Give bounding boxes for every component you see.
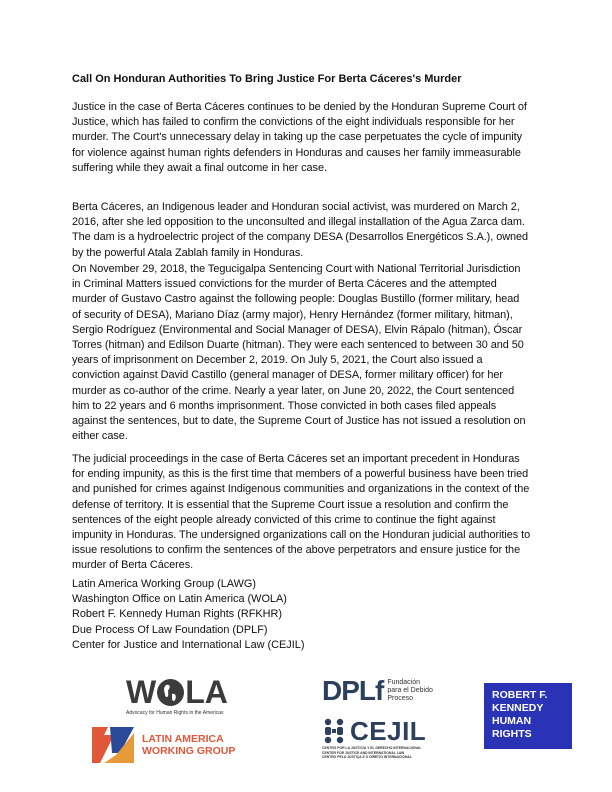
wola-tagline: Advocacy for Human Rights in the Americas: [126, 710, 224, 716]
text-line: against the sentences, but to date, the Supreme Court of Justice has not issued a resolution on: [72, 415, 526, 428]
text-line: murder. The Court's unnecessary delay in taking up the case perpetuates the cycle of impunity: [72, 131, 523, 144]
text-line: suffering while they await a final outcome in her case.: [72, 161, 327, 174]
lawg-line-2: WORKING GROUP: [142, 745, 236, 757]
signatory-cejil: Center for Justice and International Law (CEJIL): [72, 638, 305, 651]
text-line: of security of DESA), Mariano Díaz (army major), Henry Hernández (former military, hitman),: [72, 308, 513, 321]
cejil-wordmark: CEJIL: [350, 716, 427, 746]
dplf-wordmark: DPLf: [322, 675, 384, 706]
paragraph-1: [72, 100, 546, 176]
text-line: Berta Cáceres, an Indigenous leader and Honduran social activist, was murdered on March 2,: [72, 201, 520, 213]
wola-logo: [126, 676, 244, 716]
wola-wordmark: [126, 676, 244, 708]
dplf-sub-line-1: Fundación: [387, 679, 421, 686]
text-line: in Criminal Matters issued convictions for the murder of Berta Cáceres and the attempted: [72, 278, 497, 291]
rfk-line-4: RIGHTS: [492, 728, 532, 740]
text-line: Sergio Rodríguez (Environmental and Social Manager of DESA), Elvin Rápalo (hitman), Óscar: [72, 323, 523, 336]
dplf-sub-line-3: Proceso: [387, 695, 414, 702]
text-line: either case.: [72, 430, 128, 443]
text-line: murder as co-author of the crime. Nearly a year later, on June 20, 2022, the Court sentenced: [72, 384, 515, 397]
text-line: issue resolutions to confirm the sentences of the above perpetrators and ensure justice for the: [72, 544, 521, 557]
text-line: Justice in the case of Berta Cáceres continues to be denied by the Honduran Supreme Court of: [72, 101, 527, 113]
signatory-rfkhr: Robert F. Kennedy Human Rights (RFKHR): [72, 608, 283, 621]
globe-icon: [157, 679, 184, 706]
text-line: years of imprisonment on December 2, 2019. On July 5, 2021, the Court also issued a: [72, 354, 483, 367]
text-line: and punished for crimes against Indigenous communities and organizations in the context of the: [72, 483, 530, 496]
lawg-line-1: LATIN AMERICA: [142, 733, 224, 745]
signatory-wola: Washington Office on Latin America (WOLA): [72, 593, 287, 606]
text-line: sentences of the eight people already convicted of this crime to continue the fight against: [72, 513, 496, 526]
lawg-wordmark: [142, 733, 235, 757]
paragraph-3: [72, 262, 546, 444]
text-line: murder of Berta Cáceres.: [72, 559, 194, 572]
signatories-list: [72, 577, 304, 653]
cejil-mark-row: [322, 718, 462, 744]
text-line: The judicial proceedings in the case of Berta Cáceres set an important precedent in Honduras: [72, 453, 520, 465]
text-line: for violence against human rights defenders in Honduras and causes her family immeasurable: [72, 146, 521, 159]
text-line: On November 29, 2018, the Tegucigalpa Sentencing Court with National Territorial Jurisdiction: [72, 263, 521, 275]
dplf-sub-line-2: para el Debido: [387, 687, 433, 694]
text-line: The dam is a hydroelectric project of the company DESA (Desarrollos Energéticos S.A.), owned: [72, 231, 529, 244]
cejil-sub-line-3: CENTRO PELA JUSTIÇA E O DIREITO INTERNACIONAL: [322, 755, 412, 760]
rfk-line-2: KENNEDY: [492, 702, 544, 714]
text-line: defense of territory. It is essential that the Supreme Court issue a resolution and confirm the: [72, 498, 509, 511]
dplf-logo: [322, 674, 442, 708]
text-line: him to 22 years and 6 months imprisonment. Those convicted in both cases filed appeals: [72, 399, 497, 412]
signatory-lawg: Latin America Working Group (LAWG): [72, 578, 256, 590]
text-line: Torres (hitman) and Edilson Duarte (hitman). They were each sentenced to between 30 and 50: [72, 339, 524, 352]
signatory-dplf: Due Process Of Law Foundation (DPLF): [72, 623, 268, 636]
text-line: murder of Gustavo Castro against the following people: Douglas Bustillo (former military, head: [72, 293, 520, 306]
paragraph-2: [72, 200, 546, 261]
wola-letters-right: LA: [185, 674, 228, 710]
cejil-people-icon: [322, 718, 346, 744]
text-line: by the powerful Atala Zablah family in Honduras.: [72, 246, 304, 259]
rfk-human-rights-logo: [484, 683, 572, 749]
cejil-sub-line-1: CENTRO POR LA JUSTICIA Y EL DERECHO INTERNACIONAL: [322, 746, 422, 750]
lawg-emblem-icon: [90, 723, 136, 767]
paragraph-4: [72, 452, 546, 574]
cejil-logo: [322, 718, 462, 776]
cejil-sub-line-2: CENTER FOR JUSTICE AND INTERNATIONAL LAW: [322, 750, 405, 755]
text-line: 2016, after she led opposition to the unconsulted and illegal installation of the Agua Zarca dam.: [72, 216, 525, 229]
text-line: conviction against David Castillo (general manager of DESA, former military officer) for her: [72, 369, 503, 382]
text-line: for ending impunity, as this is the first time that members of a powerful business have been tried: [72, 468, 529, 481]
rfk-line-3: HUMAN: [492, 715, 532, 727]
text-line: Justice, which has failed to confirm the convictions of the eight individuals responsible for her: [72, 116, 515, 129]
rfk-line-1: ROBERT F.: [492, 689, 548, 701]
cejil-subtitle: [322, 746, 462, 760]
text-line: impunity in Honduras. The undersigned organizations call on the Honduran judicial authorities to: [72, 529, 531, 542]
lawg-logo: [90, 722, 250, 768]
page-title: Call On Honduran Authorities To Bring Justice For Berta Cáceres's Murder: [72, 73, 462, 85]
wola-letters-left: W: [126, 674, 157, 710]
dplf-subtitle: [387, 679, 433, 703]
